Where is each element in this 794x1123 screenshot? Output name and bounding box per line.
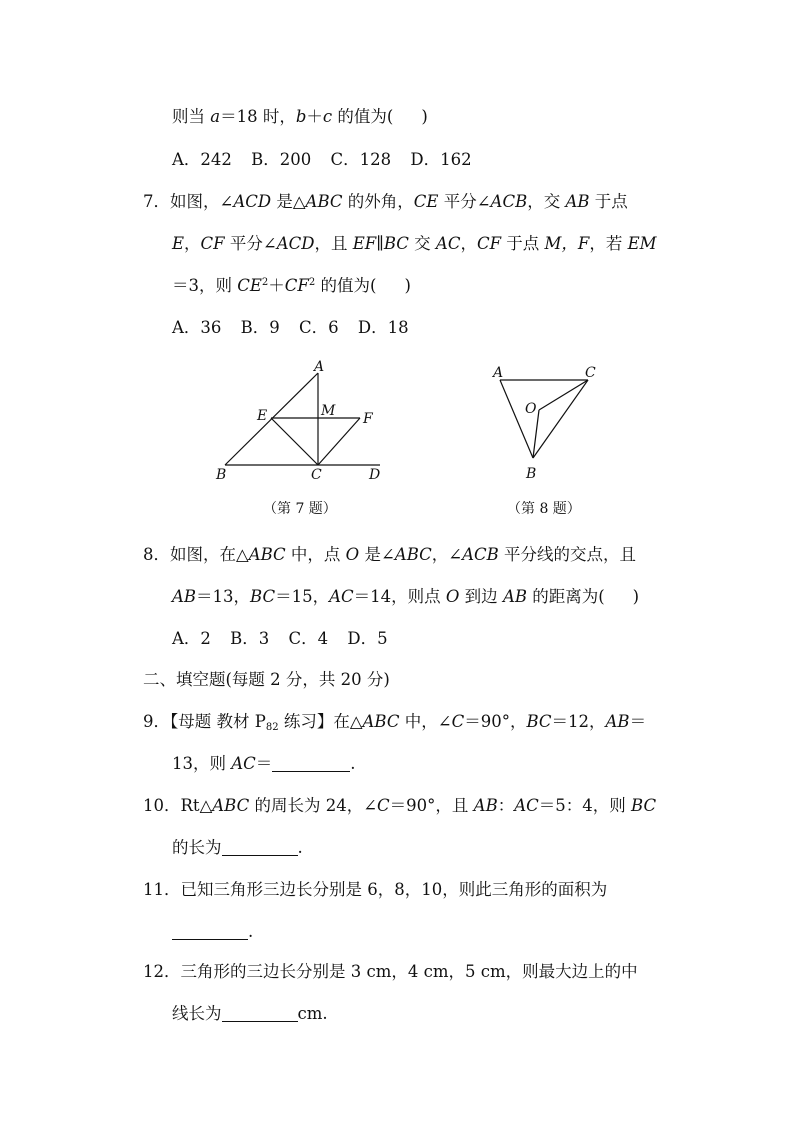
q6-option-b[interactable]: B．200: [251, 150, 312, 169]
fig7-caption: （第 7 题）: [263, 501, 337, 517]
figure-7: [210, 355, 410, 485]
figure-8: [490, 360, 630, 490]
q6-option-c[interactable]: C．128: [330, 150, 392, 169]
fig7-line-ec: [271, 418, 318, 465]
q12-line-1: 12．三角形的三边长分别是 3 cm，4 cm，5 cm，则最大边上的中: [143, 962, 638, 981]
fig7-line-cf: [318, 418, 360, 465]
fig8-line-ab: [500, 380, 533, 458]
q7-line-2: E，CF 平分∠ACD，且 EF∥BC 交 AC，CF 于点 M，F，若 EM: [172, 234, 657, 253]
q8-option-c[interactable]: C．4: [288, 629, 329, 648]
q7-line-1: 7．如图，∠ACD 是△ABC 的外角，CE 平分∠ACB，交 AB 于点: [143, 192, 628, 211]
fig8-label-b: B: [526, 466, 537, 482]
q10-answer-blank[interactable]: [222, 839, 298, 856]
q7-option-b[interactable]: B．9: [240, 318, 280, 337]
fig7-label-e: E: [257, 408, 268, 424]
fig8-caption: （第 8 题）: [507, 501, 581, 517]
q11-answer-blank[interactable]: [172, 923, 248, 940]
q6-option-d[interactable]: D．162: [410, 150, 472, 169]
q7-option-c[interactable]: C．6: [299, 318, 339, 337]
fig8-line-cb: [533, 380, 588, 458]
q6-option-a[interactable]: A．242: [172, 150, 232, 169]
q10-line-2: 的长为 .: [172, 838, 303, 857]
fig7-label-b: B: [216, 467, 227, 483]
q12-answer-blank[interactable]: [222, 1005, 298, 1022]
q7-option-d[interactable]: D．18: [357, 318, 409, 337]
q11-line-1: 11．已知三角形三边长分别是 6，8，10，则此三角形的面积为: [143, 880, 608, 899]
q7-options: [172, 318, 423, 338]
fig7-label-c: C: [311, 467, 322, 483]
q6-line: 则当 a＝18 时，b＋c 的值为( ): [172, 107, 428, 126]
q7-option-a[interactable]: A．36: [172, 318, 222, 337]
q12-line-2: 线长为 cm.: [172, 1004, 328, 1023]
fig7-label-f: F: [363, 411, 373, 427]
fig8-line-oc: [539, 380, 588, 410]
q8-options: [172, 629, 402, 649]
q8-line-1: 8．如图，在△ABC 中，点 O 是∠ABC，∠ACB 平分线的交点，且: [143, 545, 637, 564]
section-2-heading: 二、填空题(每题 2 分，共 20 分): [143, 670, 390, 689]
q8-line-2: AB＝13，BC＝15，AC＝14，则点 O 到边 AB 的距离为( ): [172, 587, 640, 606]
q10-line-1: 10．Rt△ABC 的周长为 24，∠C＝90°，且 AB：AC＝5：4，则 BC: [143, 796, 657, 815]
q8-option-a[interactable]: A．2: [172, 629, 211, 648]
q9-line-2: 13，则 AC＝ .: [172, 754, 356, 773]
q8-option-b[interactable]: B．3: [230, 629, 270, 648]
fig7-label-d: D: [369, 467, 381, 483]
fig8-label-a: A: [493, 365, 504, 381]
q11-line-2: .: [172, 922, 253, 942]
fig8-label-o: O: [525, 401, 537, 417]
q8-option-d[interactable]: D．5: [347, 629, 388, 648]
fig7-label-m: M: [321, 403, 336, 419]
fig7-label-a: A: [314, 359, 325, 375]
fig8-label-c: C: [585, 365, 596, 381]
q6-options: [172, 150, 486, 170]
q9-answer-blank[interactable]: [272, 755, 350, 772]
q7-line-3: ＝3，则 $CE^2+CF^2$ 的值为( ): [172, 276, 411, 295]
q9-line-1: 9．【母题 教材 $P_{82}$ 练习】在△ABC 中，∠C＝90°，BC＝12，AB＝: [143, 712, 647, 733]
